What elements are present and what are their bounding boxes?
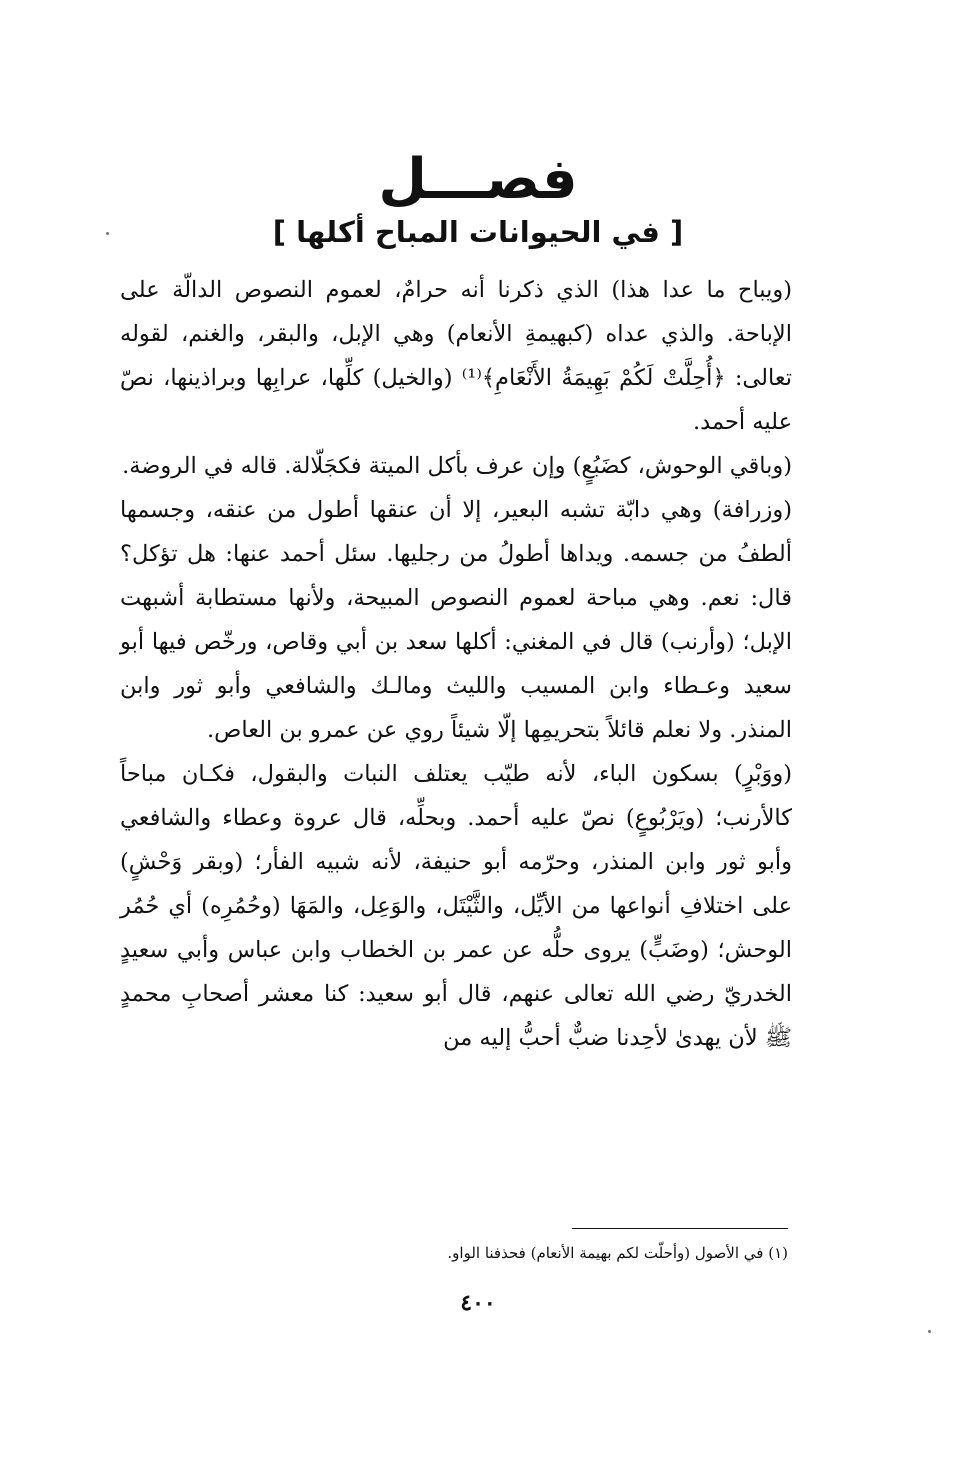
scan-speck: [106, 232, 109, 235]
paragraph: (وزرافة) وهي دابّة تشبه البعير، إلا أن عنقها أطول من عنقه، وجسمها ألطفُ من جسمه. ويداها أطولُ من رجليها. سئل أحمد عنها: هل تؤكل؟ قال: نعم. وهي مباحة لعموم النصوص المبيحة، ولأنها مستطابة أشبهت الإبل؛ (وأرنب) قال في المغني: أكلها سعد بن أبي وقاص، ورخّص فيها أبو سعيد وعـطاء وابن المسيب والليث ومالـك والشافعي وأبو ثور وابن المنذر. ولا نعلم قائلاً بتحريمِها إلّا شيئاً روي عن عمرو بن العاص.: [120, 497, 792, 743]
chapter-subtitle: [ في الحيوانات المباح أكلها ]: [272, 215, 684, 249]
page-number: ٤٠٠: [460, 1290, 496, 1316]
footnote-separator: [572, 1228, 788, 1229]
paragraph: (ووَبْرٍ) بسكون الباء، لأنه طيّب يعتلف النبات والبقول، فكـان مباحاً كالأرنب؛ (ويَرْبُوعٍ) نصّ عليه أحمد. وبحلِّه، قال عروة وعطاء والشافعي وأبو ثور وابن المنذر، وحرّمه أبو حنيفة، لأنه شبيه الفأر؛ (وبقر وَحْشٍ) على اختلافِ أنواعها من الأيِّل، والثَّيْتَل، والوَعِل، والمَهَا (وحُمُرِه) أي حُمُر الوحش؛ (وضَبٍّ) يروى حلُّه عن عمر بن الخطاب وابن عباس وأبي سعيدٍ الخدريّ رضي الله تعالى عنهم، قال أبو سعيد: كنا معشر أصحابِ محمدٍ ﷺ لأن يهدىٰ لأحِدنا ضبٌّ أحبُّ إليه من: [120, 761, 792, 1051]
paragraph: (وباقي الوحوش، كضَبُعٍ) وإن عرف بأكل الميتة فكجَلّالة. قاله في الروضة.: [122, 453, 792, 479]
body-text: [120, 268, 792, 1060]
section-heading: فصـــل: [378, 147, 578, 212]
paragraph: (ويباح ما عدا هذا) الذي ذكرنا أنه حرامٌ، لعموم النصوص الدالّة على الإباحة. والذي عداه (كبهيمةِ الأنعام) وهي الإبل، والبقر، والغنم، لقوله تعالى: ﴿أُحِلَّتْ لَكُمْ بَهِيمَةُ الأَنْعَامِ﴾⁽¹⁾ (والخيل) كلِّها، عرابِها وبراذينها، نصّ عليه أحمد.: [120, 277, 792, 435]
scan-speck: [928, 1330, 931, 1333]
footnote: (١) في الأصول (وأحلّت لكم بهيمة الأنعام) فحذفنا الواو.: [447, 1244, 788, 1262]
